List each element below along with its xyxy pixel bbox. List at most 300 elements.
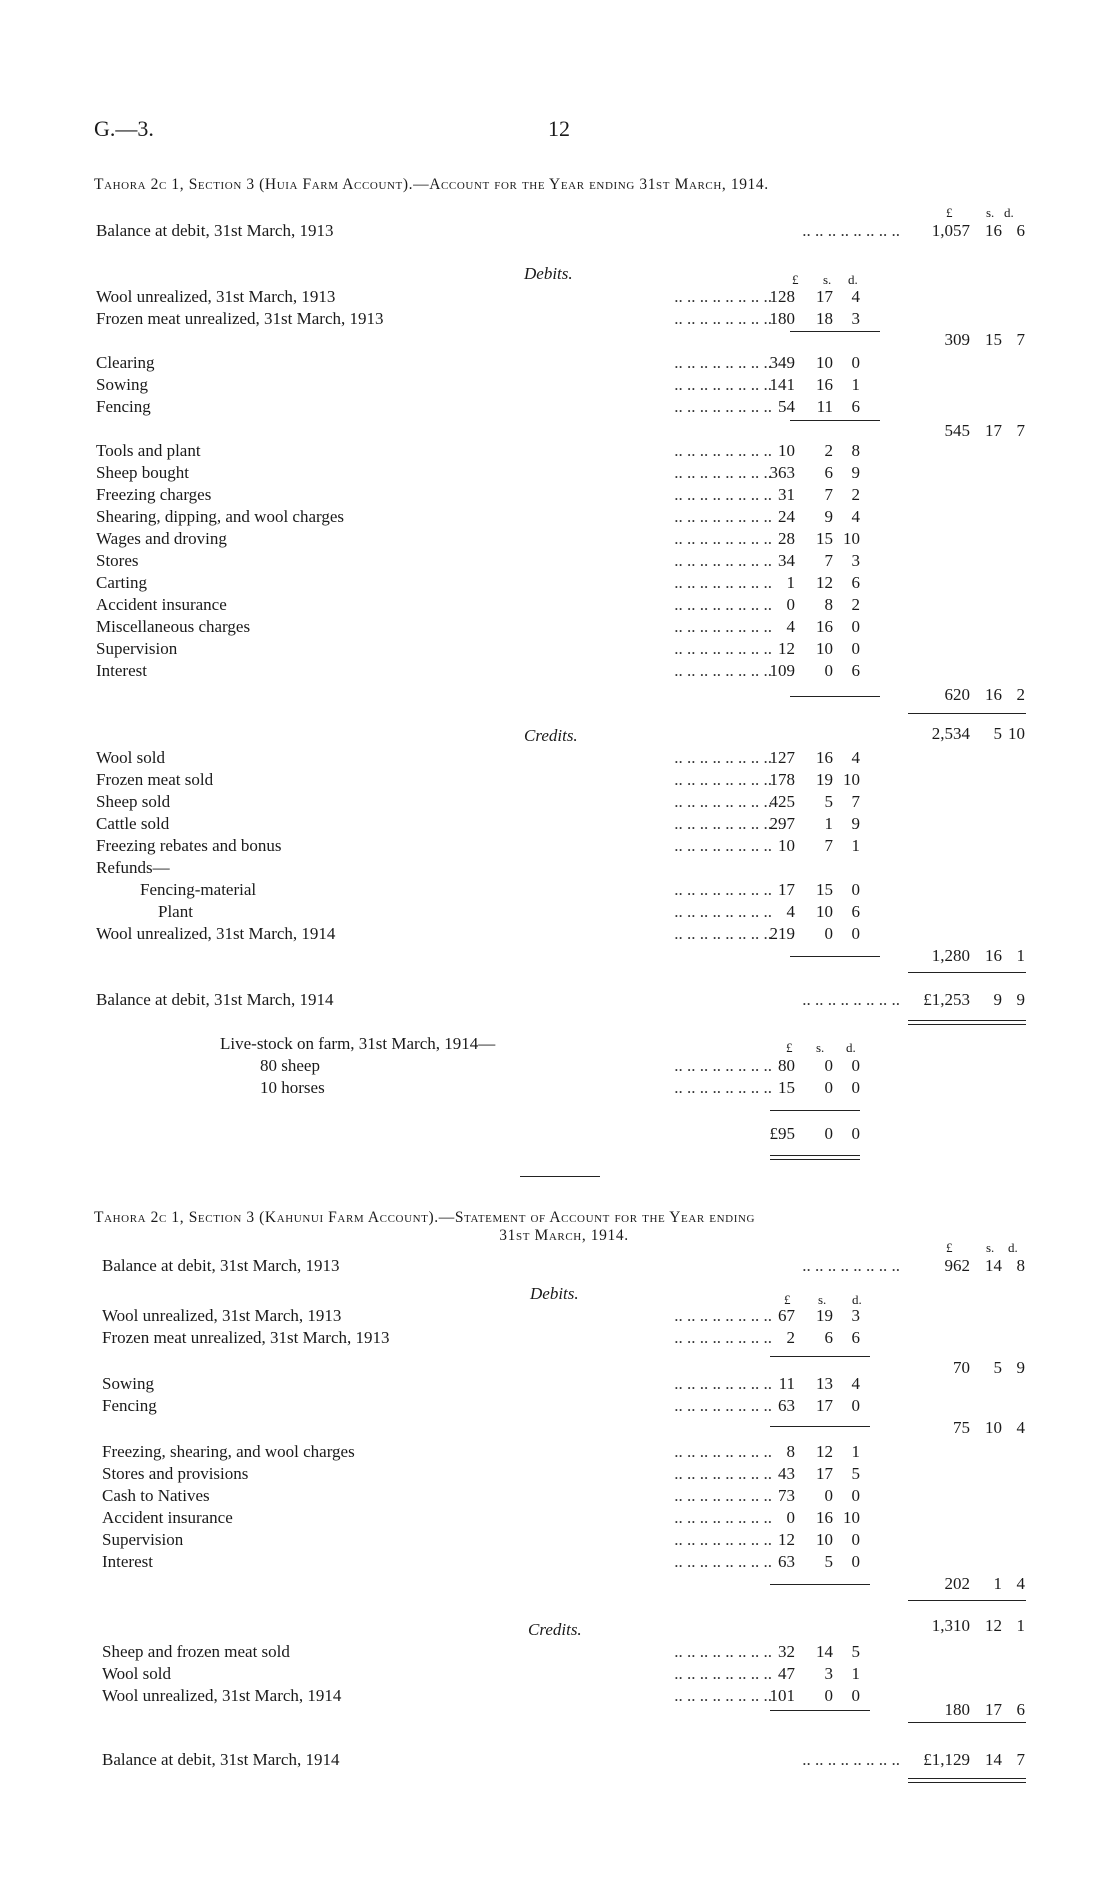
amount-pence: 1 (851, 1442, 860, 1461)
amount-pence: 9 (851, 814, 860, 833)
line-item (0, 1442, 1114, 1464)
line-label: Plant (158, 902, 193, 921)
leader-dots: .. .. .. .. .. .. .. .. (674, 353, 772, 372)
amount-pounds: 67 (778, 1306, 795, 1325)
huia-closing-rule (908, 972, 1026, 973)
amount-pence: 1 (851, 836, 860, 855)
line-item (0, 1306, 1114, 1328)
line-item (0, 507, 1114, 529)
amount-shillings: 18 (816, 309, 833, 328)
kahunui-closing-rule (908, 1722, 1026, 1723)
amount-pence: 6 (851, 573, 860, 592)
amount-pounds: 43 (778, 1464, 795, 1483)
line-label: Sheep sold (96, 792, 171, 811)
amount-shillings: 0 (824, 1124, 833, 1143)
amount-pounds: 1,057 (931, 221, 970, 240)
leader-dots: .. .. .. .. .. .. .. .. (674, 836, 772, 855)
amount-shillings: 9 (824, 507, 833, 526)
amount-pounds: 349 (769, 353, 795, 372)
huia-grand-total-rule (908, 713, 1026, 714)
kahunui-account-title (94, 1209, 1034, 1245)
amount-pounds: 127 (769, 748, 795, 767)
amount-pounds: 128 (769, 287, 795, 306)
amount-pence: 4 (1016, 1418, 1025, 1437)
amount-pence: 4 (851, 287, 860, 306)
currency-head-pounds: £ (946, 205, 953, 220)
livestock-heading: Live-stock on farm, 31st March, 1914— (220, 1034, 496, 1053)
leader-dots: .. .. .. .. .. .. .. .. (674, 485, 772, 504)
amount-pounds: 2 (786, 1328, 795, 1347)
leader-dots: .. .. .. .. .. .. .. .. (674, 397, 772, 416)
amount-pence: 9 (1016, 990, 1025, 1009)
amount-pence: 4 (851, 1374, 860, 1393)
leader-dots: .. .. .. .. .. .. .. .. (674, 1306, 772, 1325)
amount-pence: 6 (1016, 221, 1025, 240)
line-label: Balance at debit, 31st March, 1914 (102, 1750, 340, 1769)
amount-pounds: 141 (769, 375, 795, 394)
amount-pounds: 4 (786, 617, 795, 636)
amount-pounds: 202 (944, 1574, 970, 1593)
livestock-item (0, 1078, 1114, 1100)
amount-shillings: 1 (824, 814, 833, 833)
leader-dots: .. .. .. .. .. .. .. .. (674, 1508, 772, 1527)
amount-shillings: 0 (824, 1078, 833, 1097)
huia-refunds-label: Refunds— (96, 858, 170, 877)
line-label: 80 sheep (260, 1056, 320, 1075)
leader-dots: .. .. .. .. .. .. .. .. (674, 617, 772, 636)
kahunui-title-line-1: Tahora 2c 1, Section 3 (Kahunui Farm Account).—Statement of Account for the Year ending (94, 1209, 756, 1226)
line-label: Fencing-material (140, 880, 257, 899)
leader-dots: .. .. .. .. .. .. .. .. (802, 990, 900, 1009)
amount-pence: 0 (851, 1486, 860, 1505)
amount-shillings: 17 (816, 287, 833, 306)
line-item (0, 814, 1114, 836)
amount-pounds: £1,129 (923, 1750, 970, 1769)
line-label: Sheep bought (96, 463, 190, 482)
amount-shillings: 15 (816, 880, 833, 899)
leader-dots: .. .. .. .. .. .. .. .. (674, 770, 772, 789)
amount-pounds: 309 (944, 330, 970, 349)
amount-pounds: 219 (769, 924, 795, 943)
line-label: Clearing (96, 353, 155, 372)
line-item (0, 463, 1114, 485)
currency-head-pounds: £ (786, 1040, 793, 1055)
leader-dots: .. .. .. .. .. .. .. .. (674, 661, 772, 680)
amount-pounds: 12 (778, 1530, 795, 1549)
amount-pence: 5 (851, 1464, 860, 1483)
line-item (0, 748, 1114, 770)
document-reference: G.—3. (94, 116, 154, 141)
leader-dots: .. .. .. .. .. .. .. .. (674, 1442, 772, 1461)
amount-shillings: 15 (816, 529, 833, 548)
line-label: Freezing charges (96, 485, 212, 504)
amount-shillings: 9 (993, 990, 1002, 1009)
amount-pence: 0 (851, 1078, 860, 1097)
amount-pence: 4 (1016, 1574, 1025, 1593)
line-label: Cash to Natives (102, 1486, 210, 1505)
livestock-double-rule (770, 1155, 860, 1160)
line-item (0, 309, 1114, 331)
amount-shillings: 8 (824, 595, 833, 614)
leader-dots: .. .. .. .. .. .. .. .. (674, 1530, 772, 1549)
amount-pounds: 180 (769, 309, 795, 328)
huia-debits-heading: Debits. (524, 264, 573, 283)
currency-head-pence: d. (846, 1040, 856, 1055)
huia-closing-double-rule (908, 1020, 1026, 1025)
amount-pence: 1 (851, 375, 860, 394)
amount-pounds: £95 (769, 1124, 795, 1143)
leader-dots: .. .. .. .. .. .. .. .. (674, 1374, 772, 1393)
huia-subtotal-rule-1 (790, 331, 880, 332)
section-separator (520, 1176, 600, 1177)
amount-pence: 0 (851, 880, 860, 899)
amount-pounds: 10 (778, 836, 795, 855)
line-item (0, 836, 1114, 858)
amount-pence: 0 (851, 639, 860, 658)
amount-pounds: 8 (786, 1442, 795, 1461)
amount-shillings: 5 (824, 792, 833, 811)
line-label: Supervision (96, 639, 178, 658)
line-label: Sheep and frozen meat sold (102, 1642, 290, 1661)
amount-shillings: 17 (816, 1464, 833, 1483)
leader-dots: .. .. .. .. .. .. .. .. (674, 441, 772, 460)
amount-pounds: 11 (778, 1374, 795, 1393)
amount-shillings: 12 (816, 1442, 833, 1461)
amount-shillings: 10 (985, 1418, 1002, 1437)
leader-dots: .. .. .. .. .. .. .. .. (802, 221, 900, 240)
leader-dots: .. .. .. .. .. .. .. .. (674, 1552, 772, 1571)
line-item (0, 1374, 1114, 1396)
amount-shillings: 16 (985, 946, 1002, 965)
amount-pence: 1 (1016, 1616, 1025, 1635)
amount-shillings: 7 (824, 551, 833, 570)
line-label: Cattle sold (96, 814, 170, 833)
amount-shillings: 11 (816, 397, 833, 416)
leader-dots: .. .. .. .. .. .. .. .. (674, 1486, 772, 1505)
leader-dots: .. .. .. .. .. .. .. .. (674, 551, 772, 570)
amount-shillings: 12 (985, 1616, 1002, 1635)
line-label: Supervision (102, 1530, 184, 1549)
leader-dots: .. .. .. .. .. .. .. .. (674, 463, 772, 482)
huia-credits-heading: Credits. (524, 726, 578, 745)
line-label: Tools and plant (96, 441, 201, 460)
huia-subtotal-rule-3 (790, 696, 880, 697)
leader-dots: .. .. .. .. .. .. .. .. (674, 748, 772, 767)
livestock-total-rule (770, 1110, 860, 1111)
amount-pounds: 70 (953, 1358, 970, 1377)
amount-shillings: 7 (824, 485, 833, 504)
line-label: Freezing, shearing, and wool charges (102, 1442, 355, 1461)
amount-pounds: 10 (778, 441, 795, 460)
amount-shillings: 16 (816, 375, 833, 394)
line-item (0, 902, 1114, 924)
leader-dots: .. .. .. .. .. .. .. .. (674, 573, 772, 592)
amount-pence: 3 (851, 309, 860, 328)
amount-pounds: 297 (769, 814, 795, 833)
amount-shillings: 5 (993, 724, 1002, 743)
leader-dots: .. .. .. .. .. .. .. .. (674, 1664, 772, 1683)
amount-pounds: 425 (769, 792, 795, 811)
amount-pounds: 75 (953, 1418, 970, 1437)
amount-shillings: 17 (985, 421, 1002, 440)
amount-pounds: 178 (769, 770, 795, 789)
amount-pence: 0 (851, 1396, 860, 1415)
kahunui-subtotal-rule-2 (770, 1426, 870, 1427)
amount-pounds: 31 (778, 485, 795, 504)
line-label: Wool unrealized, 31st March, 1914 (96, 924, 336, 943)
line-label: Stores and provisions (102, 1464, 249, 1483)
leader-dots: .. .. .. .. .. .. .. .. (674, 287, 772, 306)
amount-shillings: 15 (985, 330, 1002, 349)
amount-shillings: 16 (985, 221, 1002, 240)
leader-dots: .. .. .. .. .. .. .. .. (674, 1056, 772, 1075)
amount-pounds: 1,310 (931, 1616, 970, 1635)
amount-pounds: 180 (944, 1700, 970, 1719)
line-item (0, 1464, 1114, 1486)
line-label: Accident insurance (96, 595, 227, 614)
amount-pence: 3 (851, 1306, 860, 1325)
line-item (0, 792, 1114, 814)
currency-head-pounds: £ (792, 272, 799, 287)
line-item (0, 617, 1114, 639)
amount-pence: 2 (1016, 685, 1025, 704)
line-item (0, 441, 1114, 463)
amount-pence: 0 (851, 1530, 860, 1549)
amount-pounds: 24 (778, 507, 795, 526)
currency-head-pounds: £ (946, 1240, 953, 1255)
currency-head-pence: d. (848, 272, 858, 287)
leader-dots: .. .. .. .. .. .. .. .. (674, 1078, 772, 1097)
line-label: Balance at debit, 31st March, 1914 (96, 990, 334, 1009)
line-label: Stores (96, 551, 139, 570)
currency-head-pence: d. (852, 1292, 862, 1307)
amount-pence: 0 (851, 1686, 860, 1705)
amount-shillings: 0 (824, 1056, 833, 1075)
amount-shillings: 19 (816, 1306, 833, 1325)
line-item (0, 397, 1114, 419)
currency-head-shillings: s. (823, 272, 832, 287)
amount-pence: 10 (843, 1508, 860, 1527)
leader-dots: .. .. .. .. .. .. .. .. (674, 814, 772, 833)
amount-pounds: £1,253 (923, 990, 970, 1009)
amount-pence: 0 (851, 617, 860, 636)
amount-pounds: 2,534 (931, 724, 970, 743)
line-item (0, 353, 1114, 375)
line-item (0, 375, 1114, 397)
amount-pounds: 12 (778, 639, 795, 658)
amount-pence: 10 (843, 770, 860, 789)
line-item (0, 880, 1114, 902)
amount-pounds: 32 (778, 1642, 795, 1661)
line-item (0, 1642, 1114, 1664)
line-item (0, 529, 1114, 551)
line-label: Accident insurance (102, 1508, 233, 1527)
line-label: Interest (102, 1552, 153, 1571)
amount-shillings: 10 (816, 639, 833, 658)
amount-shillings: 3 (824, 1664, 833, 1683)
leader-dots: .. .. .. .. .. .. .. .. (802, 1750, 900, 1769)
amount-pounds: 80 (778, 1056, 795, 1075)
amount-pence: 6 (851, 1328, 860, 1347)
amount-pence: 0 (851, 1056, 860, 1075)
amount-pounds: 54 (778, 397, 795, 416)
line-item (0, 573, 1114, 595)
amount-shillings: 5 (993, 1358, 1002, 1377)
amount-shillings: 16 (985, 685, 1002, 704)
currency-head-pounds: £ (784, 1292, 791, 1307)
line-item (0, 661, 1114, 683)
amount-pence: 6 (851, 661, 860, 680)
amount-pence: 9 (1016, 1358, 1025, 1377)
line-item (0, 595, 1114, 617)
amount-pence: 5 (851, 1642, 860, 1661)
amount-pence: 0 (851, 924, 860, 943)
amount-shillings: 10 (816, 1530, 833, 1549)
amount-shillings: 10 (816, 902, 833, 921)
amount-pounds: 363 (769, 463, 795, 482)
leader-dots: .. .. .. .. .. .. .. .. (674, 1396, 772, 1415)
line-item (0, 1486, 1114, 1508)
line-label: Wool unrealized, 31st March, 1913 (102, 1306, 342, 1325)
livestock-item (0, 1056, 1114, 1078)
amount-pence: 6 (851, 902, 860, 921)
amount-pounds: 28 (778, 529, 795, 548)
amount-pounds: 17 (778, 880, 795, 899)
amount-shillings: 16 (816, 617, 833, 636)
line-item (0, 485, 1114, 507)
line-item (0, 1664, 1114, 1686)
amount-pence: 10 (1008, 724, 1025, 743)
line-label: Balance at debit, 31st March, 1913 (96, 221, 334, 240)
amount-pence: 8 (851, 441, 860, 460)
line-label: Wool unrealized, 31st March, 1913 (96, 287, 336, 306)
amount-pence: 0 (851, 1124, 860, 1143)
amount-pence: 0 (851, 1552, 860, 1571)
amount-pounds: 63 (778, 1552, 795, 1571)
amount-pounds: 620 (944, 685, 970, 704)
amount-pence: 8 (1016, 1256, 1025, 1275)
line-label: Miscellaneous charges (96, 617, 251, 636)
currency-head-shillings: s. (816, 1040, 825, 1055)
amount-pounds: 1 (786, 573, 795, 592)
kahunui-subtotal-rule-1 (770, 1356, 870, 1357)
line-item (0, 1328, 1114, 1350)
amount-pence: 9 (851, 463, 860, 482)
currency-head-shillings: s. (818, 1292, 827, 1307)
line-label: Fencing (102, 1396, 157, 1415)
leader-dots: .. .. .. .. .. .. .. .. (674, 309, 772, 328)
amount-shillings: 16 (816, 1508, 833, 1527)
huia-subtotal-rule-2 (790, 420, 880, 421)
leader-dots: .. .. .. .. .. .. .. .. (674, 507, 772, 526)
leader-dots: .. .. .. .. .. .. .. .. (802, 1256, 900, 1275)
amount-shillings: 0 (824, 924, 833, 943)
leader-dots: .. .. .. .. .. .. .. .. (674, 1642, 772, 1661)
line-label: Wool sold (102, 1664, 171, 1683)
leader-dots: .. .. .. .. .. .. .. .. (674, 375, 772, 394)
amount-pounds: 962 (944, 1256, 970, 1275)
leader-dots: .. .. .. .. .. .. .. .. (674, 924, 772, 943)
line-label: Carting (96, 573, 147, 592)
huia-credits-rule (790, 956, 880, 957)
line-item (0, 551, 1114, 573)
kahunui-credits-heading: Credits. (528, 1620, 582, 1639)
amount-pence: 6 (851, 397, 860, 416)
amount-pence: 2 (851, 485, 860, 504)
line-label: Wool sold (96, 748, 165, 767)
leader-dots: .. .. .. .. .. .. .. .. (674, 639, 772, 658)
line-label: Sowing (102, 1374, 154, 1393)
amount-pounds: 545 (944, 421, 970, 440)
leader-dots: .. .. .. .. .. .. .. .. (674, 529, 772, 548)
amount-pounds: 15 (778, 1078, 795, 1097)
amount-shillings: 7 (824, 836, 833, 855)
amount-shillings: 2 (824, 441, 833, 460)
leader-dots: .. .. .. .. .. .. .. .. (674, 902, 772, 921)
line-item (0, 287, 1114, 309)
amount-shillings: 12 (816, 573, 833, 592)
amount-pence: 7 (1016, 330, 1025, 349)
amount-pounds: 1,280 (931, 946, 970, 965)
huia-account-title: Tahora 2c 1, Section 3 (Huia Farm Account).—Account for the Year ending 31st March, 1914. (94, 176, 769, 193)
kahunui-subtotal-rule-3 (770, 1584, 870, 1585)
amount-pence: 6 (1016, 1700, 1025, 1719)
amount-shillings: 19 (816, 770, 833, 789)
amount-pence: 3 (851, 551, 860, 570)
amount-shillings: 5 (824, 1552, 833, 1571)
currency-head-pence: d. (1008, 1240, 1018, 1255)
amount-pounds: 109 (769, 661, 795, 680)
amount-pence: 10 (843, 529, 860, 548)
amount-pence: 7 (851, 792, 860, 811)
amount-pence: 4 (851, 748, 860, 767)
kahunui-closing-double-rule (908, 1778, 1026, 1783)
amount-pounds: 34 (778, 551, 795, 570)
amount-pence: 1 (1016, 946, 1025, 965)
line-label: Freezing rebates and bonus (96, 836, 282, 855)
amount-pence: 2 (851, 595, 860, 614)
line-label: Wages and droving (96, 529, 227, 548)
line-item (0, 1396, 1114, 1418)
amount-shillings: 14 (985, 1750, 1002, 1769)
amount-shillings: 14 (985, 1256, 1002, 1275)
amount-pounds: 0 (786, 1508, 795, 1527)
line-label: Shearing, dipping, and wool charges (96, 507, 345, 526)
leader-dots: .. .. .. .. .. .. .. .. (674, 1686, 772, 1705)
amount-shillings: 10 (816, 353, 833, 372)
amount-pence: 4 (851, 507, 860, 526)
amount-shillings: 1 (993, 1574, 1002, 1593)
huia-wool-unrealized (0, 924, 1114, 946)
amount-shillings: 0 (824, 1686, 833, 1705)
amount-shillings: 13 (816, 1374, 833, 1393)
amount-pounds: 63 (778, 1396, 795, 1415)
line-label: Balance at debit, 31st March, 1913 (102, 1256, 340, 1275)
leader-dots: .. .. .. .. .. .. .. .. (674, 792, 772, 811)
amount-pounds: 4 (786, 902, 795, 921)
currency-head-shillings: s. (986, 1240, 995, 1255)
line-label: Frozen meat sold (96, 770, 214, 789)
currency-head-shillings: s. (986, 205, 995, 220)
line-label: Frozen meat unrealized, 31st March, 1913 (102, 1328, 390, 1347)
kahunui-debits-heading: Debits. (530, 1284, 579, 1303)
line-item (0, 1508, 1114, 1530)
amount-shillings: 0 (824, 661, 833, 680)
amount-pence: 0 (851, 353, 860, 372)
page-number: 12 (548, 116, 570, 141)
kahunui-title-line-2: 31st March, 1914. (499, 1227, 629, 1244)
line-label: Sowing (96, 375, 148, 394)
